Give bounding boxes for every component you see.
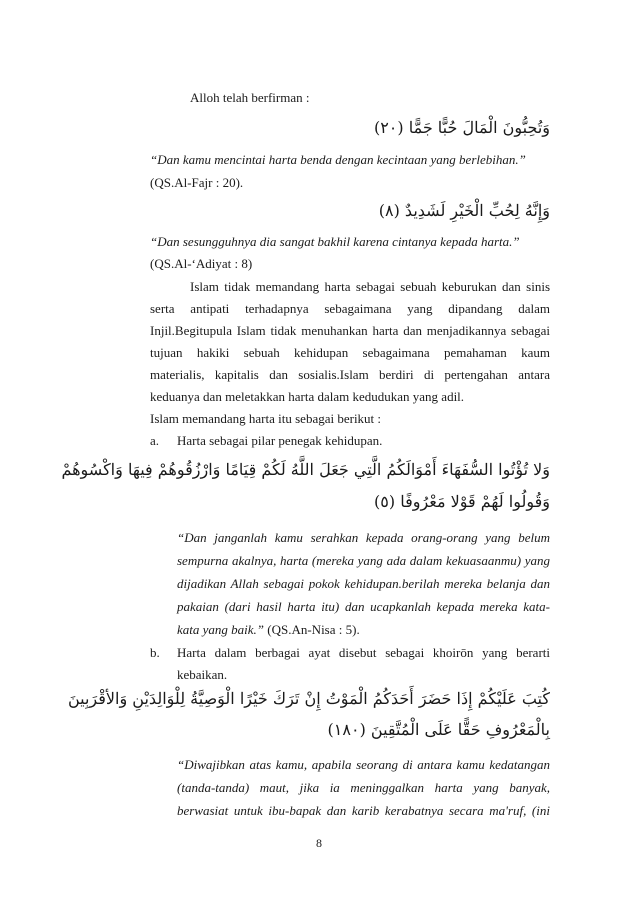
verse-1-translation: “Dan kamu mencintai harta benda dengan kecintaan yang berlebihan.” [150,152,526,167]
item-a-translation-line: sempurna akalnya, harta (mereka yang ada dalam kekuasaanmu) yang [177,553,550,568]
item-b-title: Harta dalam berbagai ayat disebut sebagai khoirōn yang berarti [177,645,550,660]
item-b-translation-line: berwasiat untuk ibu-bapak dan karib kerabatnya secara ma'ruf, (ini [177,803,550,818]
verse-1-reference: (QS.Al-Fajr : 20). [150,175,244,190]
item-a-arabic-line: وَلا تُؤْتُوا السُّفَهَاءَ أَمْوَالَكُمُ الَّتِي جَعَلَ اللَّهُ لَكُمْ قِيَامًا وَارْزُقُوهُمْ فِيهَا وَاكْسُوهُمْ [61,460,550,479]
paragraph-line: serta antipati terhadapnya sebagaimana yang dipandang dalam [150,301,550,316]
intro-text: Alloh telah berfirman : [190,90,310,105]
item-a-translation-line: pakaian (dari hasil harta itu) dan ucapkanlah kepada mereka kata- [177,599,550,614]
item-b-translation-line: “Diwajibkan atas kamu, apabila seorang di antara kamu kedatangan [177,757,550,772]
item-a-title: Harta sebagai pilar penegak kehidupan. [177,433,383,448]
paragraph-line: Injil.Begitupula Islam tidak menuhankan harta dan menjadikannya sebagai [150,323,550,338]
item-b-marker: b. [150,645,160,660]
item-a-marker: a. [150,433,160,448]
item-a-arabic-line: وَقُولُوا لَهُمْ قَوْلا مَعْرُوفًا (٥) [374,492,550,511]
paragraph-line: Islam tidak memandang harta sebagai sebuah keburukan dan sinis [190,279,550,294]
verse-1-arabic: وَتُحِبُّونَ الْمَالَ حُبًّا جَمًّا (٢٠) [373,118,550,137]
item-b-arabic-line: كُتِبَ عَلَيْكُمْ إِذَا حَضَرَ أَحَدَكُمُ الْمَوْتُ إِنْ تَرَكَ خَيْرًا الْوَصِيَّةُ لِلْوَالِدَيْنِ وَالأقْرَبِينَ [67,689,550,708]
item-b-arabic-line: بِالْمَعْرُوفِ حَقًّا عَلَى الْمُتَّقِينَ (١٨٠) [327,720,550,739]
item-b-translation-line: (tanda-tanda) maut, jika ia meninggalkan harta yang banyak, [177,780,550,795]
item-b-title-cont: kebaikan. [177,667,228,682]
paragraph-line: tujuan hakiki sebuah kehidupan sebagaimana pemahaman kaum [150,345,550,360]
verse-2-translation: “Dan sesungguhnya dia sangat bakhil karena cintanya kepada harta.” [150,234,520,249]
page-number: 8 [316,836,322,850]
item-a-translation-line: “Dan janganlah kamu serahkan kepada orang-orang yang belum [177,530,550,545]
verse-2-arabic: وَإِنَّهُ لِحُبِّ الْخَيْرِ لَشَدِيدٌ (٨) [378,201,550,220]
paragraph-line: keduanya dan meletakkan harta dalam kedudukan yang adil. [150,389,465,404]
view-intro: Islam memandang harta itu sebagai berikut : [150,411,382,426]
item-a-translation-last [177,622,550,638]
item-a-translation-end: kata yang baik.” [177,622,265,637]
item-a-reference: (QS.An-Nisa : 5). [264,622,360,637]
paragraph-line: materialis, kapitalis dan sosialis.Islam berdiri di pertengahan antara [150,367,550,382]
verse-2-reference: (QS.Al-‘Adiyat : 8) [150,256,253,271]
item-a-translation-line: dijadikan Allah sebagai pokok kehidupan.berilah mereka belanja dan [177,576,550,591]
